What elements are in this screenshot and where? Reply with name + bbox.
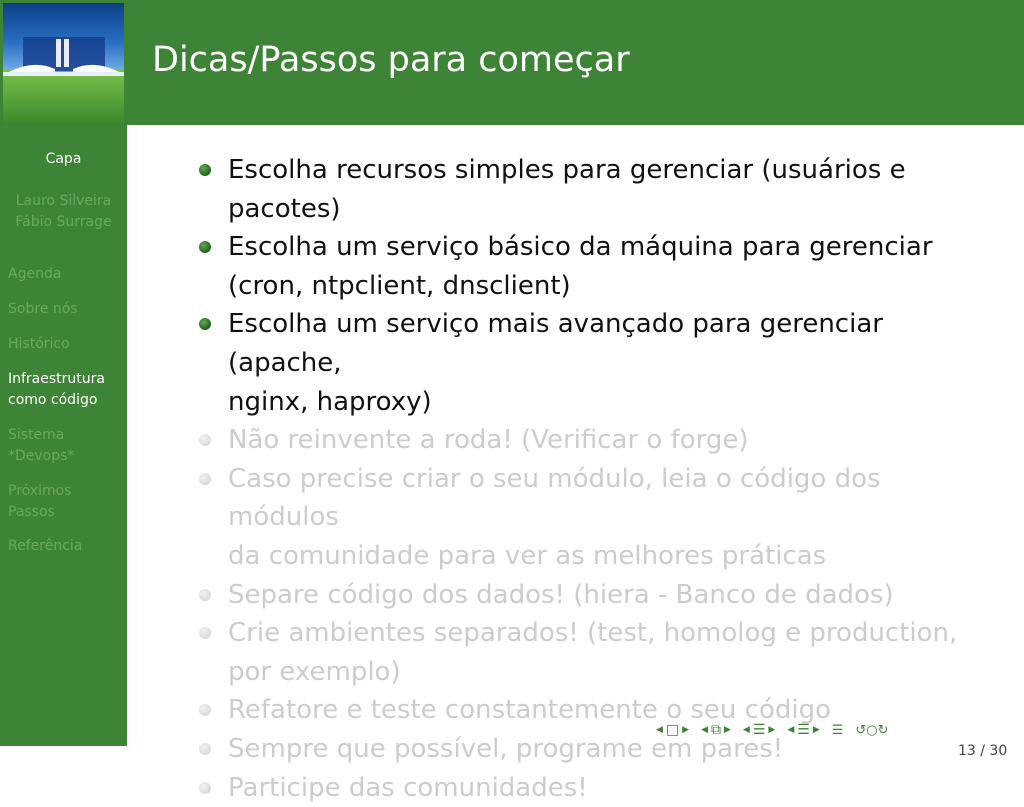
next-section-icon[interactable]: ▶: [813, 725, 820, 735]
bullet-icon: [199, 782, 211, 794]
bullet-icon: [199, 704, 211, 716]
presentation-icon[interactable]: ☰: [832, 723, 844, 738]
section-nav-b: [787, 722, 819, 738]
sidebar-item-label: *Devops*: [8, 446, 74, 467]
logo-image: [3, 3, 124, 123]
prev-subsection-icon[interactable]: ◀: [701, 725, 708, 735]
prev-section-icon[interactable]: ◀: [787, 725, 794, 735]
slide-header: [0, 0, 1024, 125]
bullet-list: [196, 151, 996, 807]
sidebar-item-referencia[interactable]: Referência: [8, 536, 82, 557]
next-subsection-icon[interactable]: ▶: [724, 725, 731, 735]
beamer-navigation: [656, 718, 889, 742]
page-number: 13 / 30: [958, 743, 1007, 759]
section-icon[interactable]: ☰: [797, 722, 810, 738]
bullet-icon: [199, 743, 211, 755]
section-icon[interactable]: ☰: [753, 722, 766, 738]
frame-icon[interactable]: □: [666, 722, 679, 738]
prev-section-icon[interactable]: ◀: [743, 725, 750, 735]
page-title: Dicas/Passos para começar: [152, 36, 630, 84]
list-item: Participe das comunidades!: [196, 769, 996, 807]
bullet-icon: [199, 473, 211, 485]
list-item: Escolha recursos simples para gerenciar (usuários e pacotes): [196, 151, 996, 228]
search-icon[interactable]: ↺○↻: [855, 723, 888, 738]
sidebar-item-label: como código: [8, 390, 97, 411]
list-item: Separe código dos dados! (hiera - Banco de dados): [196, 576, 996, 615]
bullet-icon: [199, 241, 211, 253]
subsection-icon[interactable]: ⧉: [711, 722, 721, 738]
bullet-icon: [199, 318, 211, 330]
sidebar-item-sobre-nos[interactable]: Sobre nós: [8, 299, 78, 320]
sidebar-author: Lauro Silveira: [0, 191, 127, 212]
list-item: Caso precise criar o seu módulo, leia o código dos módulos da comunidade para ver as melhores práticas: [196, 460, 996, 576]
subsection-nav: [701, 722, 731, 738]
list-item: Escolha um serviço básico da máquina para gerenciar (cron, ntpclient, dnsclient): [196, 228, 996, 305]
sidebar: [0, 125, 127, 746]
sidebar-item-label: Infraestrutura: [8, 369, 105, 390]
next-section-icon[interactable]: ▶: [768, 725, 775, 735]
bullet-icon: [199, 589, 211, 601]
next-frame-icon[interactable]: ▶: [682, 725, 689, 735]
list-item: Refatore e teste constantemente o seu código: [196, 691, 996, 730]
frame-nav: [656, 722, 689, 738]
sidebar-item-agenda[interactable]: Agenda: [8, 264, 61, 285]
list-item: Sempre que possível, programe em pares!: [196, 730, 996, 769]
sidebar-item-label: Próximos: [8, 481, 71, 502]
bullet-icon: [199, 627, 211, 639]
bullet-icon: [199, 164, 211, 176]
section-nav-a: [743, 722, 775, 738]
sidebar-item-label: Passos: [8, 502, 55, 523]
list-item: Escolha um serviço mais avançado para gerenciar (apache, nginx, haproxy): [196, 305, 996, 421]
list-item: Não reinvente a roda! (Verificar o forge): [196, 421, 996, 460]
bullet-icon: [199, 434, 211, 446]
sidebar-item-historico[interactable]: Histórico: [8, 334, 70, 355]
sidebar-item-capa[interactable]: Capa: [0, 149, 127, 170]
sidebar-author: Fábio Surrage: [0, 212, 127, 233]
prev-frame-icon[interactable]: ◀: [656, 725, 663, 735]
sidebar-item-label: Sistema: [8, 425, 64, 446]
list-item: Crie ambientes separados! (test, homolog e production, por exemplo): [196, 614, 996, 691]
logo: [3, 3, 124, 123]
